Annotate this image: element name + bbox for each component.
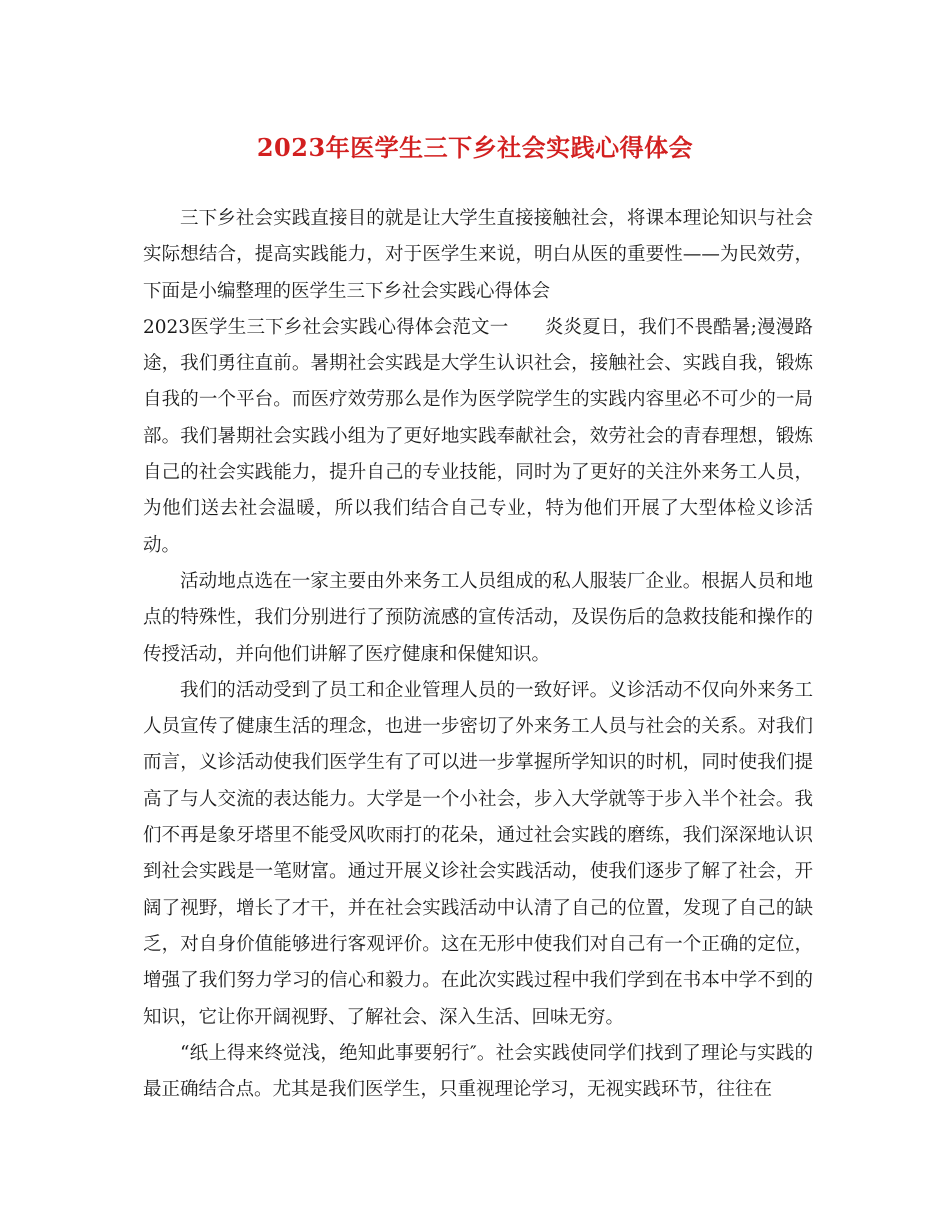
paragraph-text: 三下乡社会实践直接目的就是让大学生直接接触社会，将课本理论知识与社会实际想结合，提高实践能力，对于医学生来说，明白从医的重要性——为民效劳，下面是小编整理的医学生三下乡社会实践心得体会 bbox=[143, 208, 813, 302]
paragraph-activity-location bbox=[143, 564, 813, 673]
document-title: 2023年医学生三下乡社会实践心得体会 bbox=[256, 133, 694, 162]
paragraph-essay-one bbox=[143, 310, 813, 564]
section-heading: 2023医学生三下乡社会实践心得体会范文一 bbox=[143, 316, 509, 338]
document-body bbox=[143, 201, 813, 1108]
paragraph-activity-reflection bbox=[143, 673, 813, 1036]
paragraph-text: “纸上得来终觉浅，绝知此事要躬行″。社会实践使同学们找到了理论与实践的最正确结合点。尤其是我们医学生，只重视理论学习，无视实践环节，往往在 bbox=[143, 1042, 813, 1101]
paragraph-quote bbox=[143, 1036, 813, 1109]
paragraph-text: 我们的活动受到了员工和企业管理人员的一致好评。义诊活动不仅向外来务工人员宣传了健康生活的理念，也进一步密切了外来务工人员与社会的关系。对我们而言，义诊活动使我们医学生有了可以进一步掌握所学知识的时机，同时使我们提高了与人交流的表达能力。大学是一个小社会，步入大学就等于步入半个社会。我们不再是象牙塔里不能受风吹雨打的花朵，通过社会实践的磨练，我们深深地认识到社会实践是一笔财富。通过开展义诊社会实践活动，使我们逐步了解了社会，开阔了视野，增长了才干，并在社会实践活动中认清了自己的位置，发现了自己的缺乏，对自身价值能够进行客观评价。这在无形中使我们对自己有一个正确的定位，增强了我们努力学习的信心和毅力。在此次实践过程中我们学到在书本中学不到的知识，它让你开阔视野、了解社会、深入生活、回味无穷。 bbox=[143, 679, 813, 1028]
paragraph-text: 炎炎夏日，我们不畏酷暑;漫漫路途，我们勇往直前。暑期社会实践是大学生认识社会，接触社会、实践自我，锻炼自我的一个平台。而医疗效劳那么是作为医学院学生的实践内容里必不可少的一局部。我们暑期社会实践小组为了更好地实践奉献社会，效劳社会的青春理想，锻炼自己的社会实践能力，提升自己的专业技能，同时为了更好的关注外来务工人员，为他们送去社会温暖，所以我们结合自己专业，特为他们开展了大型体检义诊活动。 bbox=[143, 316, 813, 556]
paragraph-text: 活动地点选在一家主要由外来务工人员组成的私人服装厂企业。根据人员和地点的特殊性，我们分别进行了预防流感的宣传活动，及误伤后的急救技能和操作的传授活动，并向他们讲解了医疗健康和保健知识。 bbox=[143, 570, 813, 665]
paragraph-intro bbox=[143, 201, 813, 310]
